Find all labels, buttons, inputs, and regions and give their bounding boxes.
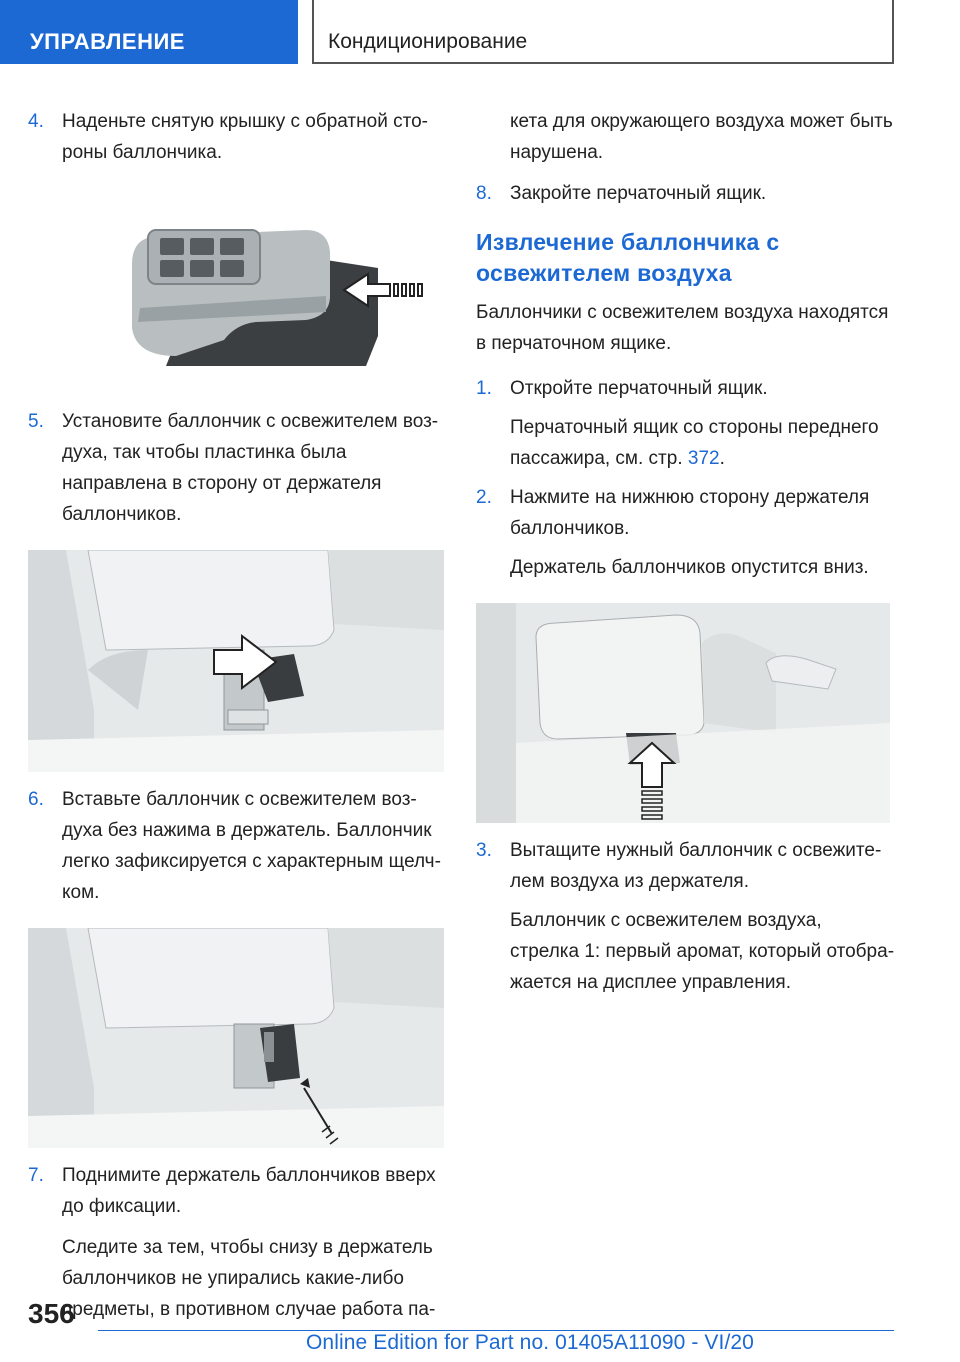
- step-7-note: Следите за тем, чтобы снизу в держатель баллончиков не упирались какие-либо предметы, в противном случае работа па-: [62, 1237, 436, 1320]
- right-column: [476, 106, 896, 998]
- holder-press-illustration: [28, 928, 444, 1148]
- edition-note: Online Edition for Part no. 01405A11090 - VI/20: [306, 1331, 754, 1354]
- step-number: 1.: [476, 378, 492, 399]
- step-text: Поднимите держатель баллончиков вверх до фиксации.: [62, 1165, 436, 1217]
- step-7: [28, 1160, 444, 1222]
- step-number: 7.: [28, 1165, 44, 1186]
- step-number: 6.: [28, 789, 44, 810]
- page-number: 356: [28, 1298, 75, 1329]
- note-end: .: [719, 448, 725, 469]
- step-text: Установите баллончик с освежителем воз-духа, так чтобы пластинка была направлена в сторону от держателя баллончиков.: [62, 411, 439, 525]
- step-8: [476, 178, 896, 209]
- step-6: [28, 784, 444, 908]
- note-text: Перчаточный ящик со стороны переднего пассажира, см. стр.: [510, 417, 879, 469]
- section-heading: Извлечение баллончика с освежителем воздуха: [476, 229, 780, 286]
- step-number: 5.: [28, 411, 44, 432]
- section-tab: УПРАВЛЕНИЕ: [0, 0, 298, 64]
- chapter-title: Кондиционирование: [312, 0, 894, 64]
- page-reference-link[interactable]: 372: [687, 448, 720, 469]
- step-number: 2.: [476, 487, 492, 508]
- section-intro: Баллончики с освежителем воздуха находятся в перчаточном ящике.: [476, 302, 889, 354]
- step-number: 3.: [476, 840, 492, 861]
- step-text: Вытащите нужный баллончик с освежите-лем воздуха из держателя.: [510, 840, 882, 892]
- step-1-note: [476, 412, 896, 474]
- step-number: 4.: [28, 111, 44, 132]
- continued-text: кета для окружающего воздуха может быть нарушена.: [510, 111, 893, 163]
- step-2: [476, 482, 896, 544]
- step-text: Нажмите на нижнюю сторону держателя баллончиков.: [510, 487, 870, 539]
- step-3: [476, 835, 896, 897]
- cartridge-cap-illustration: [116, 216, 426, 384]
- step-text: Наденьте снятую крышку с обратной сто-роны баллончика.: [62, 111, 428, 163]
- step-text: Закройте перчаточный ящик.: [510, 183, 767, 204]
- step-text: Откройте перчаточный ящик.: [510, 378, 768, 399]
- holder-lower-illustration: [476, 603, 890, 823]
- step-3-note: Баллончик с освежителем воздуха, стрелка 1: первый аромат, который отобра-жается на дисплее управления.: [510, 910, 895, 993]
- step-2-note: Держатель баллончиков опустится вниз.: [510, 557, 869, 578]
- left-column: [28, 106, 444, 1325]
- step-5: [28, 406, 444, 530]
- step-4: [28, 106, 444, 168]
- step-number: 8.: [476, 183, 492, 204]
- step-1: [476, 373, 896, 404]
- step-text: Вставьте баллончик с освежителем воз-духа без нажима в держатель. Баллончик легко зафиксируется с характерным щелч-ком.: [62, 789, 441, 903]
- holder-insert-illustration: [28, 550, 444, 772]
